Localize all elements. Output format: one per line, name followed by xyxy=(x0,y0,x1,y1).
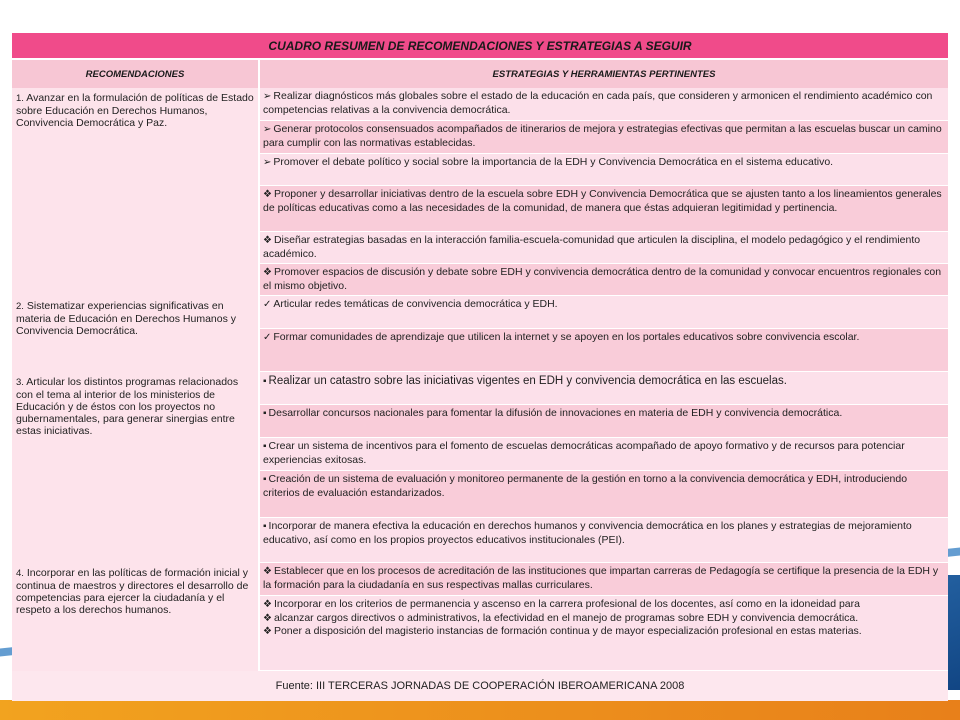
recommendation-text: Avanzar en la formulación de políticas de Estado sobre Educación en Derechos Humanos, Convivencia Democrática y Paz. xyxy=(16,92,254,129)
strategy-item: ▪ Crear un sistema de incentivos para el fomento de escuelas democráticas acompañado de apoyo formativo y de recursos para potenciar experiencias exitosas. xyxy=(259,438,948,471)
recommendation-number: 2. xyxy=(16,300,24,312)
check-bullet-icon: ✓ xyxy=(263,299,272,310)
strategy-line: ❖ Incorporar en los criterios de permanencia y ascenso en la carrera profesional de los docentes, así como en la idoneidad para xyxy=(263,598,860,610)
square-bullet-icon: ▪ xyxy=(263,521,267,532)
strategy-line: ❖ Poner a disposición del magisterio instancias de formación continua y de mayor especialización profesional en estas materias. xyxy=(263,625,862,637)
diamond-bullet-icon: ❖ xyxy=(263,566,272,577)
strategy-line: ❖ alcanzar cargos directivos o administrativos, la efectividad en el manejo de programas sobre EDH y convivencia democrática. xyxy=(263,611,859,624)
diamond-bullet-icon: ❖ xyxy=(263,235,272,246)
recommendation-number: 3. xyxy=(16,376,24,388)
recommendation-text: Articular los distintos programas relacionados con el tema al interior de los ministerios de Educación y de éstos con los proyectos no gubernamentales, para generar sinergias entre estas iniciativas. xyxy=(16,375,239,437)
diamond-bullet-icon: ❖ xyxy=(263,599,272,610)
strategy-item: ✓ Articular redes temáticas de convivencia democrática y EDH. xyxy=(259,296,948,329)
recommendation-text: Sistematizar experiencias significativas en materia de Educación en Derechos Humanos y Convivencia Democrática. xyxy=(16,299,237,337)
background-orange-band xyxy=(0,700,960,720)
strategy-item: ❖ Diseñar estrategias basadas en la interacción familia-escuela-comunidad que articulen la disciplina, el modelo pedagógico y el rendimiento académico. xyxy=(259,232,948,264)
strategy-item: ❖ Promover espacios de discusión y debate sobre EDH y convivencia democrática dentro de la comunidad y convocar encuentros regionales con el mismo objetivo. xyxy=(259,264,948,296)
strategy-item: ➢ Generar protocolos consensuados acompañados de itinerarios de mejora y estrategias efectivas que permitan a las escuelas buscar un camino para cumplir con las normativas establecidas. xyxy=(259,121,948,154)
summary-table xyxy=(12,33,948,701)
source-footer: Fuente: III TERCERAS JORNADAS DE COOPERACIÓN IBEROAMERICANA 2008 xyxy=(12,671,948,702)
recommendation-text: Incorporar en las políticas de formación inicial y continua de maestros y directores el desarrollo de competencias para ejercer la ciudadanía y el respeto a los derechos humanos. xyxy=(16,566,249,616)
recommendation-4 xyxy=(12,563,259,671)
strategy-item: ➢ Realizar diagnósticos más globales sobre el estado de la educación en cada país, que consideren y armonicen el rendimiento académico con competencias relativas a la convivencia democrática. xyxy=(259,88,948,121)
strategy-item: ▪ Incorporar de manera efectiva la educación en derechos humanos y convivencia democrática en los planes y estrategias de mejoramiento educativo, así como en los propios proyectos educativos institucionales (PEI). xyxy=(259,518,948,563)
table-title: CUADRO RESUMEN DE RECOMENDACIONES Y ESTRATEGIAS A SEGUIR xyxy=(12,33,948,59)
arrow-bullet-icon: ➢ xyxy=(263,124,272,135)
recommendation-number: 4. xyxy=(16,567,24,579)
square-bullet-icon: ▪ xyxy=(263,408,267,419)
strategy-item: ▪ Creación de un sistema de evaluación y monitoreo permanente de la gestión en torno a la convivencia democrática y EDH, introduciendo criterios de evaluación estandarizados. xyxy=(259,471,948,518)
header-strategies: ESTRATEGIAS Y HERRAMIENTAS PERTINENTES xyxy=(259,59,948,88)
strategy-item: ▪ Realizar un catastro sobre las iniciativas vigentes en EDH y convivencia democrática en las escuelas. xyxy=(259,372,948,405)
square-bullet-icon: ▪ xyxy=(263,376,267,387)
strategy-item: ▪ Desarrollar concursos nacionales para fomentar la difusión de innovaciones en materia de EDH y convivencia democrática. xyxy=(259,405,948,438)
strategy-item: ➢ Promover el debate político y social sobre la importancia de la EDH y Convivencia Democrática en el sistema educativo. xyxy=(259,154,948,186)
header-recommendations: RECOMENDACIONES xyxy=(12,59,259,88)
diamond-bullet-icon: ❖ xyxy=(263,189,272,200)
diamond-bullet-icon: ❖ xyxy=(263,626,272,637)
strategy-item: ✓ Formar comunidades de aprendizaje que utilicen la internet y se apoyen en los portales educativos sobre convivencia escolar. xyxy=(259,329,948,372)
recommendation-3 xyxy=(12,372,259,563)
recommendation-2 xyxy=(12,296,259,372)
arrow-bullet-icon: ➢ xyxy=(263,91,272,102)
strategy-item: ❖ Establecer que en los procesos de acreditación de las instituciones que impartan carreras de Pedagogía se certifique la presencia de la EDH y la formación para la ciudadanía en sus respectivas mallas curriculares. xyxy=(259,563,948,596)
recommendation-number: 1. xyxy=(16,93,24,104)
arrow-bullet-icon: ➢ xyxy=(263,157,272,168)
recommendation-1 xyxy=(12,88,259,296)
diamond-bullet-icon: ❖ xyxy=(263,267,272,278)
square-bullet-icon: ▪ xyxy=(263,474,267,485)
strategy-item: ❖ Proponer y desarrollar iniciativas dentro de la escuela sobre EDH y Convivencia Democrática que se ajusten tanto a los lineamientos generales de políticas educativas como a las necesidades de la comunidad, de manera que éstas adquieran legitimidad y pertinencia. xyxy=(259,186,948,232)
square-bullet-icon: ▪ xyxy=(263,441,267,452)
strategy-item xyxy=(259,596,948,671)
diamond-bullet-icon: ❖ xyxy=(263,612,272,624)
check-bullet-icon: ✓ xyxy=(263,332,272,343)
